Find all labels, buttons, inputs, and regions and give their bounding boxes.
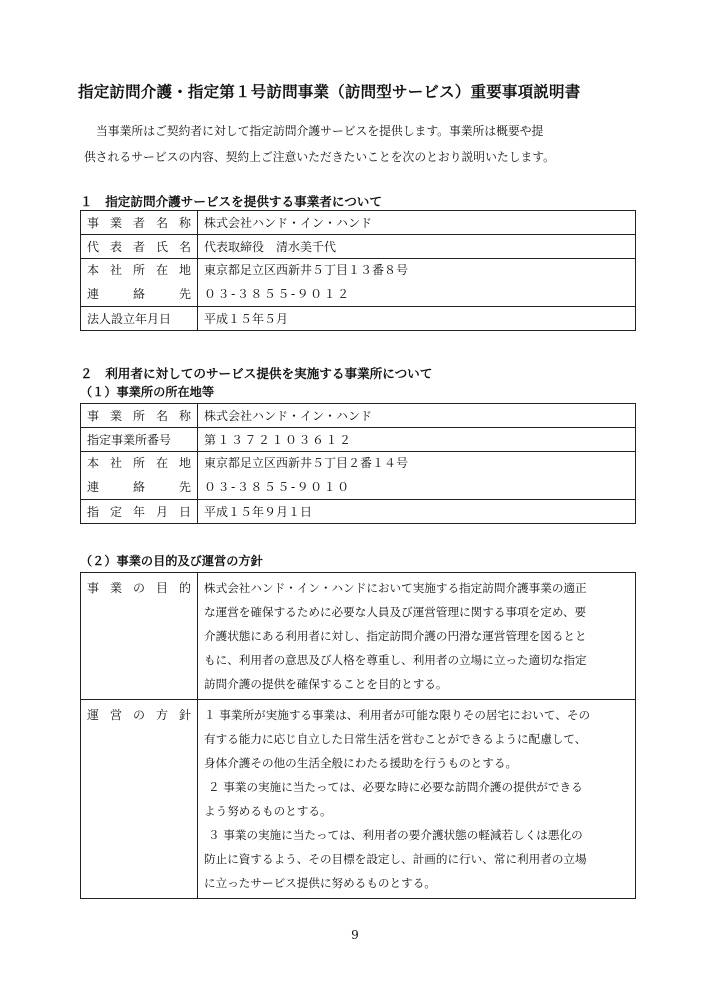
row-value: 株式会社ハンド・イン・ハンド bbox=[198, 404, 636, 428]
section1-heading: １ 指定訪問介護サービスを提供する事業者について bbox=[80, 194, 382, 209]
subsection1-heading: （１）事業所の所在地等 bbox=[80, 385, 215, 399]
table-row bbox=[81, 573, 636, 700]
row-label: 法人設立年月日 bbox=[81, 307, 198, 331]
table-row bbox=[81, 404, 636, 428]
row-value: 平成１５年５月 bbox=[198, 307, 636, 331]
table-row bbox=[81, 452, 636, 500]
office-table bbox=[80, 403, 636, 524]
subsection2-heading: （２）事業の目的及び運営の方針 bbox=[80, 554, 263, 568]
purpose-policy-table bbox=[80, 572, 636, 899]
intro-paragraph bbox=[84, 118, 644, 170]
table-row bbox=[81, 259, 636, 307]
table-row bbox=[81, 307, 636, 331]
intro-line: 供されるサービスの内容、契約上ご注意いただきたいことを次のとおり説明いたします。 bbox=[84, 150, 555, 164]
table-row bbox=[81, 235, 636, 259]
row-value: 代表取締役 清水美千代 bbox=[198, 235, 636, 259]
row-value: 東京都足立区西新井５丁目２番１４号 ０３-３８５５-９０１０ bbox=[198, 452, 636, 500]
intro-line: 当事業所はご契約者に対して指定訪問介護サービスを提供します。事業所は概要や提 bbox=[96, 124, 544, 138]
provider-table bbox=[80, 210, 636, 331]
purpose-text: 株式会社ハンド・イン・ハンドにおいて実施する指定訪問介護事業の適正 な運営を確保するために必要な人員及び運営管理に関する事項を定め、要 介護状態にある利用者に対し、指定訪問介護の円滑な運営管理を図るとと もに、利用者の意思及び人格を尊重し、利用者の立場に立った適切な指定 訪問介護の提供を確保することを目的とする。 bbox=[198, 573, 636, 700]
table-row bbox=[81, 700, 636, 899]
section2-heading: ２ 利用者に対してのサービス提供を実施する事業所について bbox=[80, 366, 433, 381]
policy-text: １ 事業所が実施する事業は、利用者が可能な限りその居宅において、その 有する能力に応じ自立した日常生活を営むことができるように配慮して、 身体介護その他の生活全般にわたる援助を行うものとする。 ２ 事業の実施に当たっては、必要な時に必要な訪問介護の提供ができる よう努めるものとする。 ３ 事業の実施に当たっては、利用者の要介護状態の軽減若しくは悪化の 防止に資するよう、その目標を設定し、計画的に行い、常に利用者の立場 に立ったサービス提供に努めるものとする。 bbox=[198, 700, 636, 899]
document-title: 指定訪問介護・指定第１号訪問事業（訪問型サービス）重要事項説明書 bbox=[78, 83, 581, 101]
row-label: 事業所名称 bbox=[81, 404, 198, 428]
row-label: 指定事業所番号 bbox=[81, 428, 198, 452]
page-number: 9 bbox=[351, 928, 359, 942]
table-row bbox=[81, 428, 636, 452]
row-label: 本社所在地 連絡先 bbox=[81, 452, 198, 500]
row-value: 東京都足立区西新井５丁目１３番８号 ０３-３８５５-９０１２ bbox=[198, 259, 636, 307]
row-value: 第１３７２１０３６１２ bbox=[198, 428, 636, 452]
row-label: 本社所在地 連絡先 bbox=[81, 259, 198, 307]
row-value: 株式会社ハンド・イン・ハンド bbox=[198, 211, 636, 235]
row-value: 平成１５年９月１日 bbox=[198, 500, 636, 524]
row-label: 指定年月日 bbox=[81, 500, 198, 524]
table-row bbox=[81, 211, 636, 235]
table-row bbox=[81, 500, 636, 524]
row-label: 事業者名称 bbox=[81, 211, 198, 235]
row-label: 運営の方針 bbox=[81, 700, 198, 899]
row-label: 代表者氏名 bbox=[81, 235, 198, 259]
row-label: 事業の目的 bbox=[81, 573, 198, 700]
